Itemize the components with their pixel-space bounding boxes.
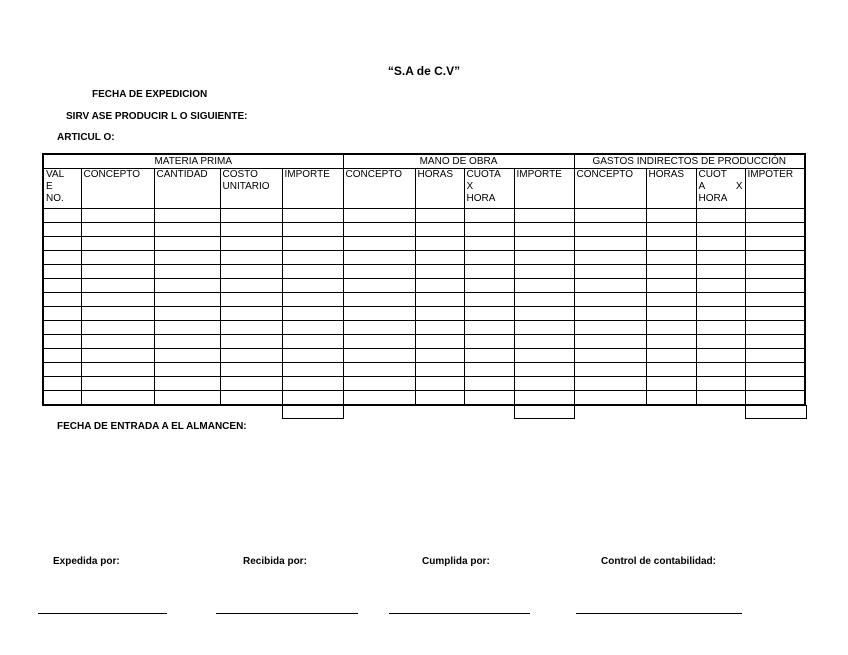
table-cell[interactable] — [696, 279, 745, 293]
table-cell[interactable] — [154, 335, 220, 349]
table-cell[interactable] — [81, 293, 154, 307]
table-cell[interactable] — [464, 391, 514, 406]
table-cell[interactable] — [43, 335, 81, 349]
table-cell[interactable] — [646, 391, 696, 406]
table-cell[interactable] — [574, 279, 646, 293]
table-cell[interactable] — [154, 321, 220, 335]
table-cell[interactable] — [696, 209, 745, 223]
table-cell[interactable] — [220, 307, 282, 321]
table-cell[interactable] — [43, 293, 81, 307]
table-cell[interactable] — [220, 251, 282, 265]
table-cell[interactable] — [220, 321, 282, 335]
table-cell[interactable] — [43, 349, 81, 363]
total-mo-importe-box[interactable] — [514, 405, 575, 419]
table-cell[interactable] — [574, 363, 646, 377]
cumplida-signature-line[interactable] — [389, 613, 530, 614]
col-mo-horas: HORAS — [415, 169, 464, 209]
table-cell[interactable] — [574, 251, 646, 265]
table-cell[interactable] — [154, 209, 220, 223]
table-cell[interactable] — [745, 237, 805, 251]
table-cell[interactable] — [415, 307, 464, 321]
table-cell[interactable] — [574, 349, 646, 363]
table-cell[interactable] — [81, 209, 154, 223]
group-gastos-indirectos: GASTOS INDIRECTOS DE PRODUCCIÓN — [574, 154, 805, 169]
table-row — [43, 349, 805, 363]
table-row — [43, 377, 805, 391]
table-row — [43, 223, 805, 237]
table-cell[interactable] — [574, 307, 646, 321]
table-cell[interactable] — [745, 293, 805, 307]
sirvase-label: SIRV ASE PRODUCIR L O SIGUIENTE: — [66, 111, 248, 122]
table-cell[interactable] — [464, 251, 514, 265]
table-cell[interactable] — [282, 363, 343, 377]
table-cell[interactable] — [220, 377, 282, 391]
table-cell[interactable] — [343, 363, 415, 377]
table-row — [43, 363, 805, 377]
table-cell[interactable] — [415, 237, 464, 251]
control-contabilidad-label: Control de contabilidad: — [601, 556, 716, 567]
table-cell[interactable] — [514, 377, 574, 391]
table-cell[interactable] — [514, 293, 574, 307]
table-cell[interactable] — [415, 377, 464, 391]
table-row — [43, 237, 805, 251]
table-cell[interactable] — [343, 321, 415, 335]
table-cell[interactable] — [745, 307, 805, 321]
table-row — [43, 335, 805, 349]
table-cell[interactable] — [282, 377, 343, 391]
col-gi-horas: HORAS — [646, 169, 696, 209]
table-cell[interactable] — [696, 251, 745, 265]
table-cell[interactable] — [464, 335, 514, 349]
table-cell[interactable] — [574, 391, 646, 406]
table-cell[interactable] — [514, 223, 574, 237]
table-cell[interactable] — [282, 307, 343, 321]
table-cell[interactable] — [574, 237, 646, 251]
table-cell[interactable] — [745, 265, 805, 279]
table-cell[interactable] — [464, 293, 514, 307]
table-cell[interactable] — [696, 363, 745, 377]
table-cell[interactable] — [696, 377, 745, 391]
table-cell[interactable] — [343, 279, 415, 293]
table-cell[interactable] — [646, 223, 696, 237]
table-cell[interactable] — [745, 209, 805, 223]
table-cell[interactable] — [343, 307, 415, 321]
table-cell[interactable] — [574, 335, 646, 349]
group-materia-prima: MATERIA PRIMA — [43, 154, 343, 169]
table-cell[interactable] — [464, 307, 514, 321]
table-cell[interactable] — [514, 307, 574, 321]
table-row — [43, 307, 805, 321]
table-cell[interactable] — [43, 391, 81, 406]
table-cell[interactable] — [514, 363, 574, 377]
table-cell[interactable] — [43, 363, 81, 377]
table-cell[interactable] — [81, 279, 154, 293]
table-cell[interactable] — [464, 363, 514, 377]
table-cell[interactable] — [343, 223, 415, 237]
table-cell[interactable] — [282, 237, 343, 251]
fecha-entrada-label: FECHA DE ENTRADA A EL ALMANCEN: — [57, 421, 247, 432]
table-cell[interactable] — [154, 293, 220, 307]
table-cell[interactable] — [154, 307, 220, 321]
table-cell[interactable] — [745, 279, 805, 293]
table-cell[interactable] — [646, 251, 696, 265]
table-cell[interactable] — [154, 363, 220, 377]
table-cell[interactable] — [415, 251, 464, 265]
table-cell[interactable] — [343, 265, 415, 279]
table-cell[interactable] — [646, 349, 696, 363]
table-cell[interactable] — [464, 377, 514, 391]
table-cell[interactable] — [745, 391, 805, 406]
table-cell[interactable] — [282, 321, 343, 335]
table-cell[interactable] — [646, 293, 696, 307]
table-cell[interactable] — [415, 223, 464, 237]
table-cell[interactable] — [81, 223, 154, 237]
table-cell[interactable] — [154, 251, 220, 265]
fecha-expedicion-label: FECHA DE EXPEDICION — [92, 89, 208, 100]
table-cell[interactable] — [343, 349, 415, 363]
table-cell[interactable] — [514, 335, 574, 349]
table-cell[interactable] — [343, 335, 415, 349]
table-cell[interactable] — [220, 279, 282, 293]
table-cell[interactable] — [696, 223, 745, 237]
table-cell[interactable] — [646, 377, 696, 391]
table-cell[interactable] — [282, 251, 343, 265]
table-cell[interactable] — [81, 363, 154, 377]
col-mp-importe: IMPORTE — [282, 169, 343, 209]
table-cell[interactable] — [514, 265, 574, 279]
table-cell[interactable] — [514, 251, 574, 265]
table-cell[interactable] — [43, 307, 81, 321]
table-cell[interactable] — [81, 377, 154, 391]
table-cell[interactable] — [220, 209, 282, 223]
col-mo-cuota-hora: CUOTA X HORA — [464, 169, 514, 209]
table-row — [43, 391, 805, 406]
table-cell[interactable] — [154, 223, 220, 237]
table-row — [43, 209, 805, 223]
table-cell[interactable] — [220, 349, 282, 363]
table-cell[interactable] — [646, 321, 696, 335]
control-signature-line[interactable] — [576, 613, 742, 614]
table-cell[interactable] — [282, 265, 343, 279]
cumplida-por-label: Cumplida por: — [422, 556, 490, 567]
col-vale-no: VAL E NO. — [43, 169, 81, 209]
table-cell[interactable] — [43, 209, 81, 223]
table-cell[interactable] — [282, 391, 343, 406]
col-mp-costo-unitario: COSTO UNITARIO — [220, 169, 282, 209]
table-cell[interactable] — [282, 223, 343, 237]
table-cell[interactable] — [696, 321, 745, 335]
table-cell[interactable] — [415, 265, 464, 279]
table-cell[interactable] — [81, 349, 154, 363]
table-cell[interactable] — [646, 265, 696, 279]
table-cell[interactable] — [415, 391, 464, 406]
table-body — [43, 209, 805, 406]
table-cell[interactable] — [464, 349, 514, 363]
table-cell[interactable] — [745, 321, 805, 335]
group-mano-de-obra: MANO DE OBRA — [343, 154, 574, 169]
table-row — [43, 279, 805, 293]
table-cell[interactable] — [646, 279, 696, 293]
table-cell[interactable] — [415, 335, 464, 349]
table-cell[interactable] — [514, 391, 574, 406]
table-cell[interactable] — [81, 237, 154, 251]
total-gi-importe-box[interactable] — [745, 405, 807, 419]
col-mo-concepto: CONCEPTO — [343, 169, 415, 209]
recibida-por-label: Recibida por: — [243, 556, 307, 567]
table-cell[interactable] — [464, 209, 514, 223]
table-cell[interactable] — [745, 335, 805, 349]
table-cell[interactable] — [81, 307, 154, 321]
table-cell[interactable] — [745, 251, 805, 265]
table-cell[interactable] — [696, 265, 745, 279]
articulo-label: ARTICUL O: — [57, 132, 115, 143]
table-cell[interactable] — [464, 223, 514, 237]
table-cell[interactable] — [696, 391, 745, 406]
col-mp-cantidad: CANTIDAD — [154, 169, 220, 209]
table-cell[interactable] — [154, 265, 220, 279]
table-cell[interactable] — [282, 349, 343, 363]
table-cell[interactable] — [415, 363, 464, 377]
table-cell[interactable] — [220, 293, 282, 307]
table-row — [43, 251, 805, 265]
col-gi-concepto: CONCEPTO — [574, 169, 646, 209]
table-cell[interactable] — [696, 307, 745, 321]
table-row — [43, 265, 805, 279]
table-cell[interactable] — [415, 279, 464, 293]
table-cell[interactable] — [220, 265, 282, 279]
table-cell[interactable] — [696, 237, 745, 251]
table-cell[interactable] — [81, 265, 154, 279]
table-cell[interactable] — [220, 335, 282, 349]
table-cell[interactable] — [514, 209, 574, 223]
table-cell[interactable] — [696, 349, 745, 363]
table-cell[interactable] — [574, 265, 646, 279]
production-order-table — [42, 153, 806, 406]
table-row — [43, 321, 805, 335]
table-cell[interactable] — [415, 349, 464, 363]
table-cell[interactable] — [696, 293, 745, 307]
table-cell[interactable] — [43, 251, 81, 265]
table-cell[interactable] — [81, 391, 154, 406]
table-cell[interactable] — [220, 391, 282, 406]
col-mo-importe: IMPORTE — [514, 169, 574, 209]
table-cell[interactable] — [514, 321, 574, 335]
table-cell[interactable] — [81, 321, 154, 335]
table-cell[interactable] — [415, 293, 464, 307]
table-cell[interactable] — [464, 321, 514, 335]
table-cell[interactable] — [745, 363, 805, 377]
table-cell[interactable] — [464, 265, 514, 279]
column-header-row — [43, 169, 805, 209]
table-cell[interactable] — [514, 237, 574, 251]
table-cell[interactable] — [282, 293, 343, 307]
table-cell[interactable] — [464, 279, 514, 293]
table-cell[interactable] — [343, 293, 415, 307]
table-cell[interactable] — [646, 209, 696, 223]
col-gi-cuota-hora: CUOT A X HORA — [696, 169, 745, 209]
table-cell[interactable] — [574, 321, 646, 335]
group-header-row — [43, 154, 805, 169]
table-row — [43, 293, 805, 307]
table-cell[interactable] — [43, 265, 81, 279]
table-cell[interactable] — [282, 335, 343, 349]
table-cell[interactable] — [43, 223, 81, 237]
table-cell[interactable] — [343, 377, 415, 391]
table-cell[interactable] — [43, 237, 81, 251]
table-cell[interactable] — [696, 335, 745, 349]
table-cell[interactable] — [154, 377, 220, 391]
recibida-signature-line[interactable] — [216, 613, 358, 614]
expedida-por-label: Expedida por: — [53, 556, 120, 567]
table-cell[interactable] — [43, 377, 81, 391]
table-cell[interactable] — [154, 279, 220, 293]
table-cell[interactable] — [646, 307, 696, 321]
table-cell[interactable] — [574, 209, 646, 223]
col-mp-concepto: CONCEPTO — [81, 169, 154, 209]
table-cell[interactable] — [154, 237, 220, 251]
table-cell[interactable] — [646, 237, 696, 251]
table-cell[interactable] — [154, 349, 220, 363]
col-gi-importe: IMPOTER — [745, 169, 805, 209]
table-cell[interactable] — [415, 321, 464, 335]
table-cell[interactable] — [574, 377, 646, 391]
document-title: “S.A de C.V” — [387, 64, 461, 78]
table-cell[interactable] — [574, 293, 646, 307]
table-cell[interactable] — [81, 251, 154, 265]
table-cell[interactable] — [220, 223, 282, 237]
table-cell[interactable] — [154, 391, 220, 406]
table-cell[interactable] — [646, 335, 696, 349]
table-cell[interactable] — [343, 391, 415, 406]
table-cell[interactable] — [343, 251, 415, 265]
table-cell[interactable] — [745, 349, 805, 363]
table-cell[interactable] — [220, 363, 282, 377]
table-cell[interactable] — [415, 209, 464, 223]
expedida-signature-line[interactable] — [38, 613, 167, 614]
table-cell[interactable] — [343, 209, 415, 223]
table-cell[interactable] — [745, 377, 805, 391]
table-cell[interactable] — [282, 279, 343, 293]
table-cell[interactable] — [220, 237, 282, 251]
table-cell[interactable] — [646, 363, 696, 377]
table-cell[interactable] — [282, 209, 343, 223]
table-cell[interactable] — [464, 237, 514, 251]
table-cell[interactable] — [343, 237, 415, 251]
total-mp-importe-box[interactable] — [282, 405, 344, 419]
table-cell[interactable] — [43, 321, 81, 335]
table-cell[interactable] — [745, 223, 805, 237]
table-cell[interactable] — [81, 335, 154, 349]
table-cell[interactable] — [514, 349, 574, 363]
table-cell[interactable] — [574, 223, 646, 237]
table-cell[interactable] — [514, 279, 574, 293]
table-cell[interactable] — [43, 279, 81, 293]
